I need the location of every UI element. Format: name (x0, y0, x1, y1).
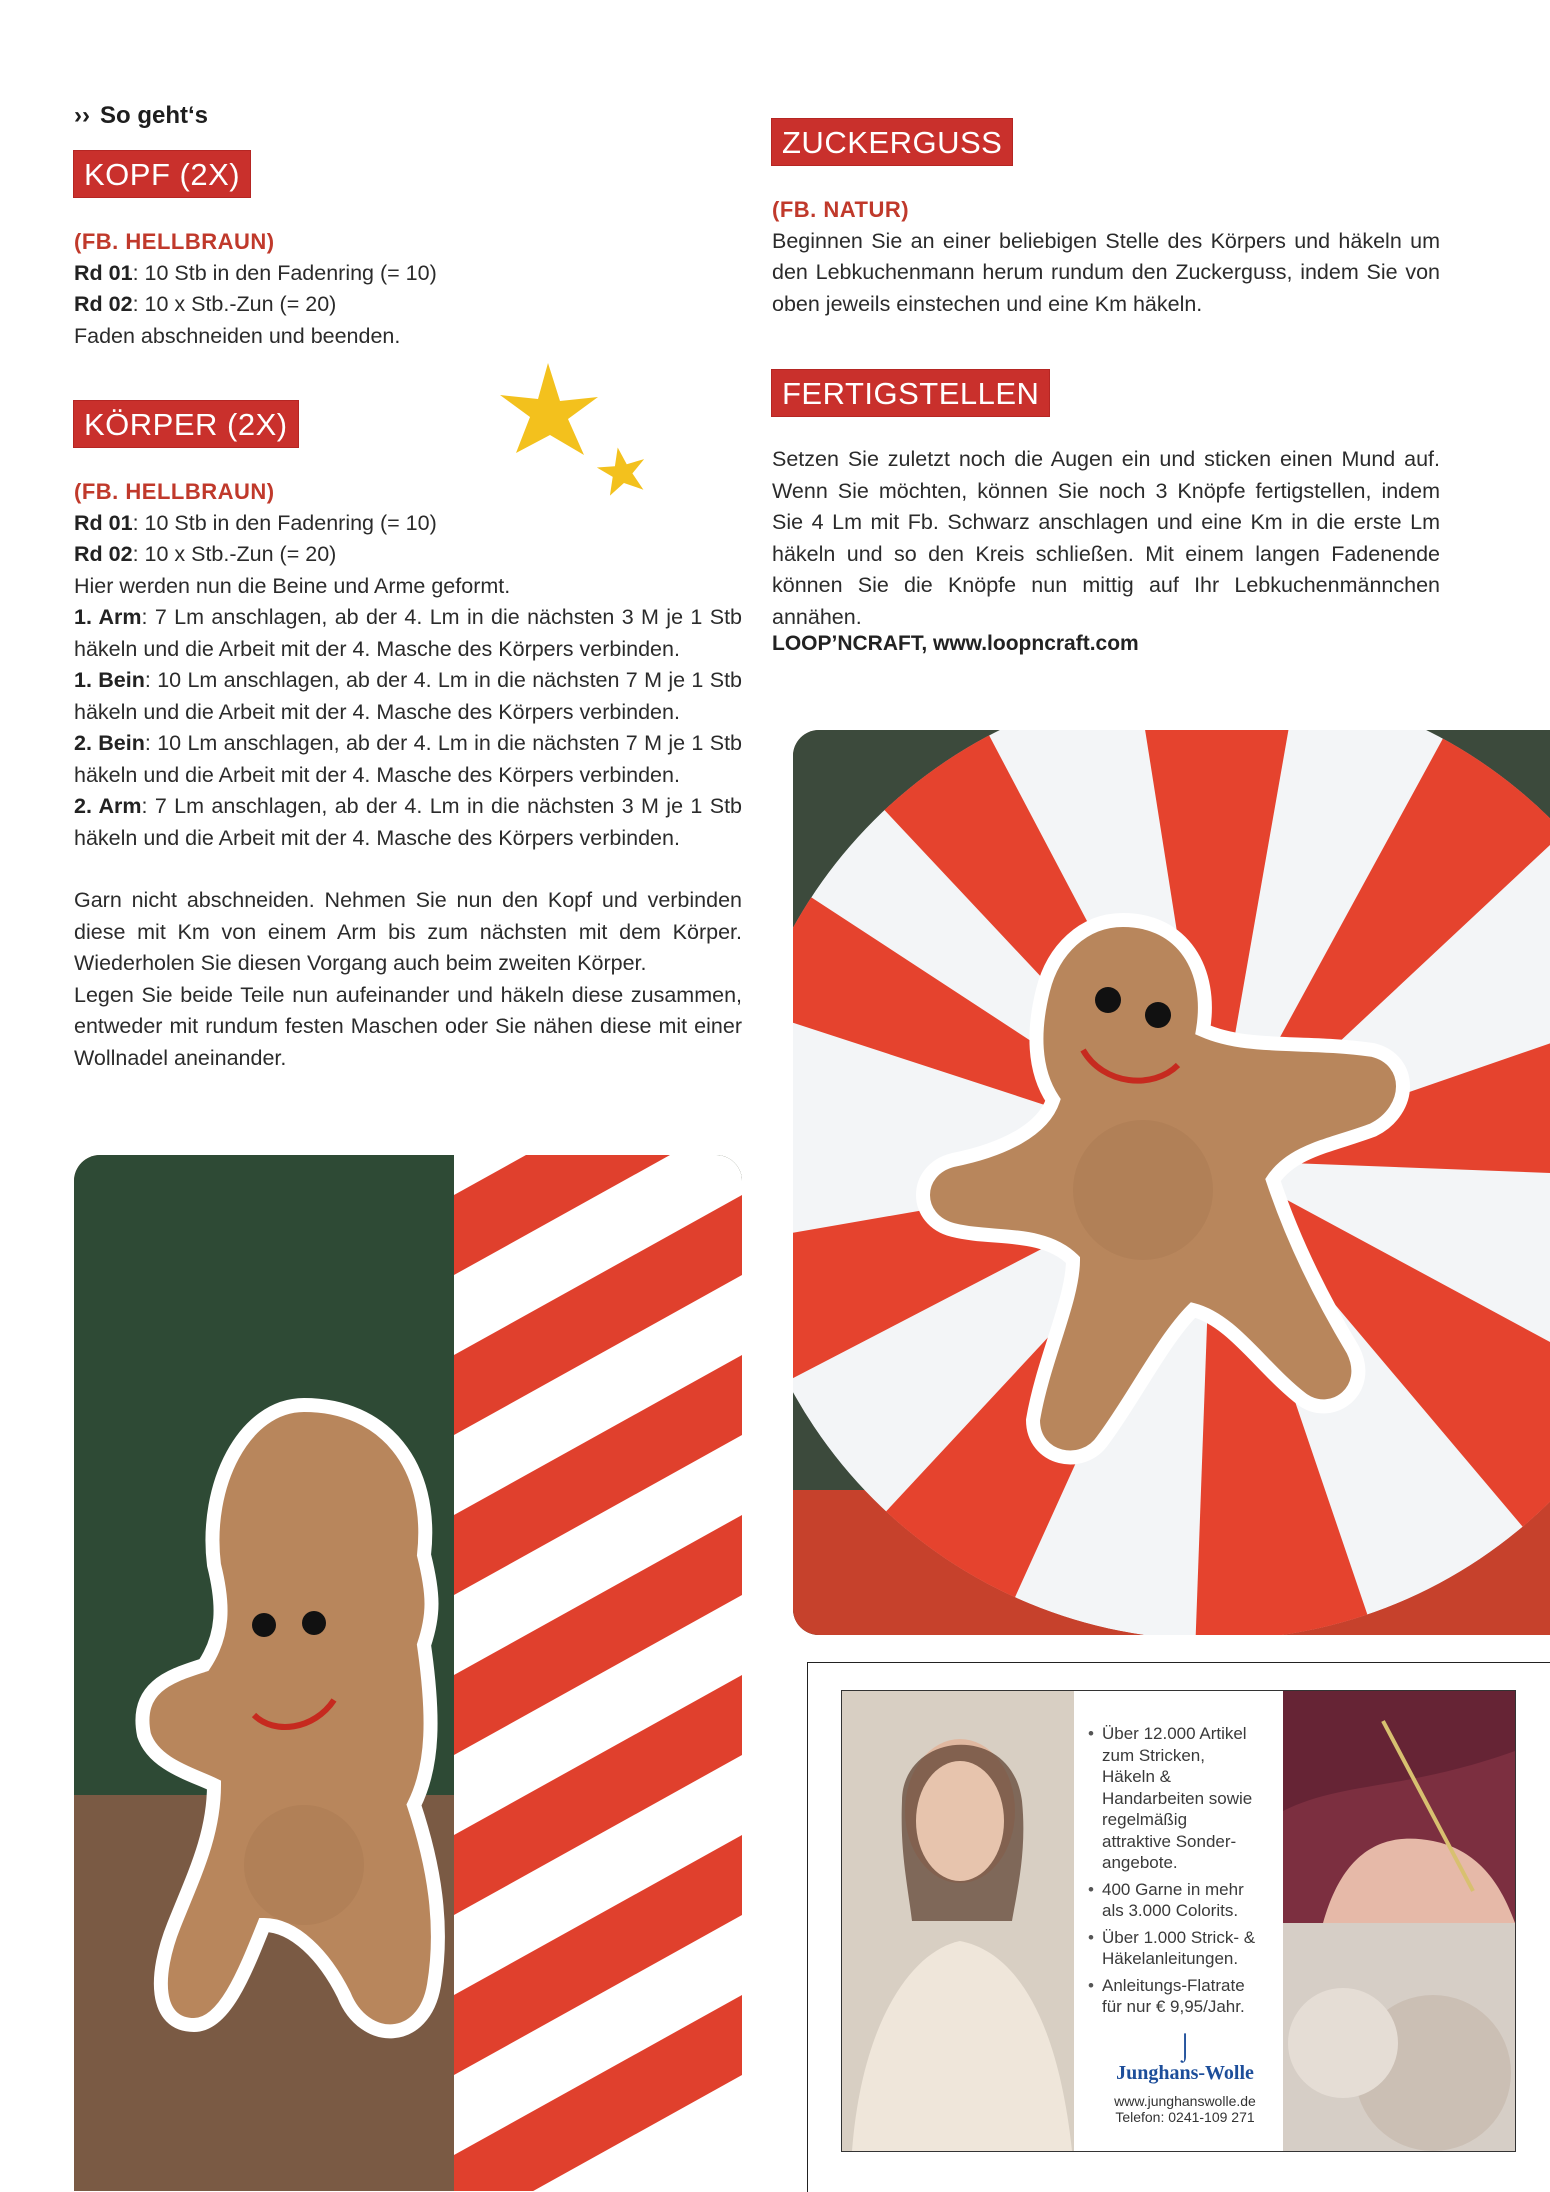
kopf-end-note: Faden abschneiden und beenden. (74, 323, 401, 348)
heading-koerper: KÖRPER (2X) (74, 401, 298, 447)
kopf-instructions (74, 226, 742, 352)
koerper-round-1: Rd 01: 10 Stb in den Fadenring (= 10) (74, 510, 437, 535)
koerper-round-2: Rd 02: 10 x Stb.-Zun (= 20) (74, 542, 337, 566)
photo-gingerbread-lid-illustration (793, 730, 1550, 1635)
zuckerguss-text: Beginnen Sie an einer beliebigen Stelle des Körpers und häkeln um den Lebkuchenmann herum rundum den Zuckerguss, indem Sie von oben jeweils einstechen und eine Km häkeln. (772, 228, 1440, 316)
step-arm-2: 2. Arm: 7 Lm anschlagen, ab der 4. Lm in die nächsten 3 M je 1 Stb häkeln und die Arbeit mit der 4. Masche des Körpers verbinden. (74, 794, 742, 850)
chevron-icon: ›› (74, 102, 90, 129)
ad-bullet-1: • Über 12.000 Artikel zum Stricken, Häkeln & Handarbeiten sowie regelmäßig attraktive Sonder-angebote. (1088, 1723, 1258, 1874)
ad-brand-icon: ⌡ (1177, 2031, 1193, 2061)
ad-bullet-4: • Anleitungs-Flatrate für nur € 9,95/Jahr. (1088, 1975, 1258, 2018)
zuckerguss-instructions (772, 194, 1440, 320)
star-icon-large (500, 363, 598, 455)
heading-zuckerguss: ZUCKERGUSS (772, 119, 1012, 165)
heading-kopf: KOPF (2X) (74, 151, 250, 197)
ad-brand-block (1090, 2031, 1280, 2125)
fertigstellen-text: Setzen Sie zuletzt noch die Augen ein und sticken einen Mund auf. Wenn Sie möchten, können Sie noch 3 Knöpfe fertigstellen, indem Sie 4 Lm mit Fb. Schwarz anschlagen und eine Km in die erste Lm häkeln und so den Kreis schließen. Mit einem langen Fadenende können Sie die Knöpfe nun mittig auf Ihr Lebkuchenmännchen annähen. (772, 447, 1440, 629)
step-bein-1: 1. Bein: 10 Lm anschlagen, ab der 4. Lm in die nächsten 7 M je 1 Stb häkeln und die Arbeit mit der 4. Masche des Körpers verbinden. (74, 668, 743, 724)
ad-url[interactable]: www.junghanswolle.de (1114, 2093, 1256, 2109)
photo-gingerbread-tin-illustration (74, 1155, 742, 2191)
photo-gingerbread-on-lid (793, 730, 1550, 1635)
ad-bullet-2: • 400 Garne in mehr als 3.000 Colorits. (1088, 1879, 1258, 1922)
kopf-color-label: (FB. HELLBRAUN) (74, 229, 275, 254)
koerper-intro: Hier werden nun die Beine und Arme geformt. (74, 573, 511, 598)
ad-knitting-illustration (1283, 1691, 1515, 1923)
koerper-instructions (74, 476, 742, 1074)
ad-bullet-list (1088, 1723, 1258, 2023)
ad-yarn-photo (1283, 1923, 1515, 2151)
kopf-round-2: Rd 02: 10 x Stb.-Zun (= 20) (74, 292, 337, 316)
credit-line: LOOP’NCRAFT, www.loopncraft.com (772, 632, 1139, 655)
koerper-color-label: (FB. HELLBRAUN) (74, 479, 275, 504)
striped-tin (454, 1155, 742, 2191)
section-lead: ›› So geht‘s (74, 102, 208, 129)
photo-gingerbread-by-tin (74, 1155, 742, 2191)
assembly-paragraph-1: Garn nicht abschneiden. Nehmen Sie nun den Kopf und verbinden diese mit Km von einem Arm bis zum nächsten mit dem Körper. Wiederholen Sie diesen Vorgang auch beim zweiten Körper. (74, 888, 742, 975)
ad-inner-box (841, 1690, 1516, 2152)
heading-fertigstellen: FERTIGSTELLEN (772, 370, 1049, 416)
ad-knitting-photo (1283, 1691, 1515, 1923)
zuckerguss-color-label: (FB. NATUR) (772, 197, 910, 222)
step-bein-2: 2. Bein: 10 Lm anschlagen, ab der 4. Lm in die nächsten 7 M je 1 Stb häkeln und die Arbeit mit der 4. Masche des Körpers verbinden. (74, 731, 743, 787)
ad-phone: Telefon: 0241-109 271 (1115, 2109, 1255, 2125)
ad-model-photo (842, 1691, 1074, 2151)
kopf-round-1: Rd 01: 10 Stb in den Fadenring (= 10) (74, 260, 437, 285)
ad-yarn-illustration (1283, 1923, 1515, 2151)
assembly-paragraph-2: Legen Sie beide Teile nun aufeinander und häkeln diese zusammen, entweder mit rundum festen Maschen oder Sie nähen diese mit einer Wollnadel aneinander. (74, 982, 742, 1070)
step-arm-1: 1. Arm: 7 Lm anschlagen, ab der 4. Lm in die nächsten 3 M je 1 Stb häkeln und die Arbeit mit der 4. Masche des Körpers verbinden. (74, 605, 742, 661)
ad-model-illustration (842, 1691, 1074, 2151)
ad-brand-name: Junghans-Wolle (1116, 2062, 1254, 2084)
ad-bullet-3: • Über 1.000 Strick- & Häkelanleitungen. (1088, 1927, 1258, 1970)
